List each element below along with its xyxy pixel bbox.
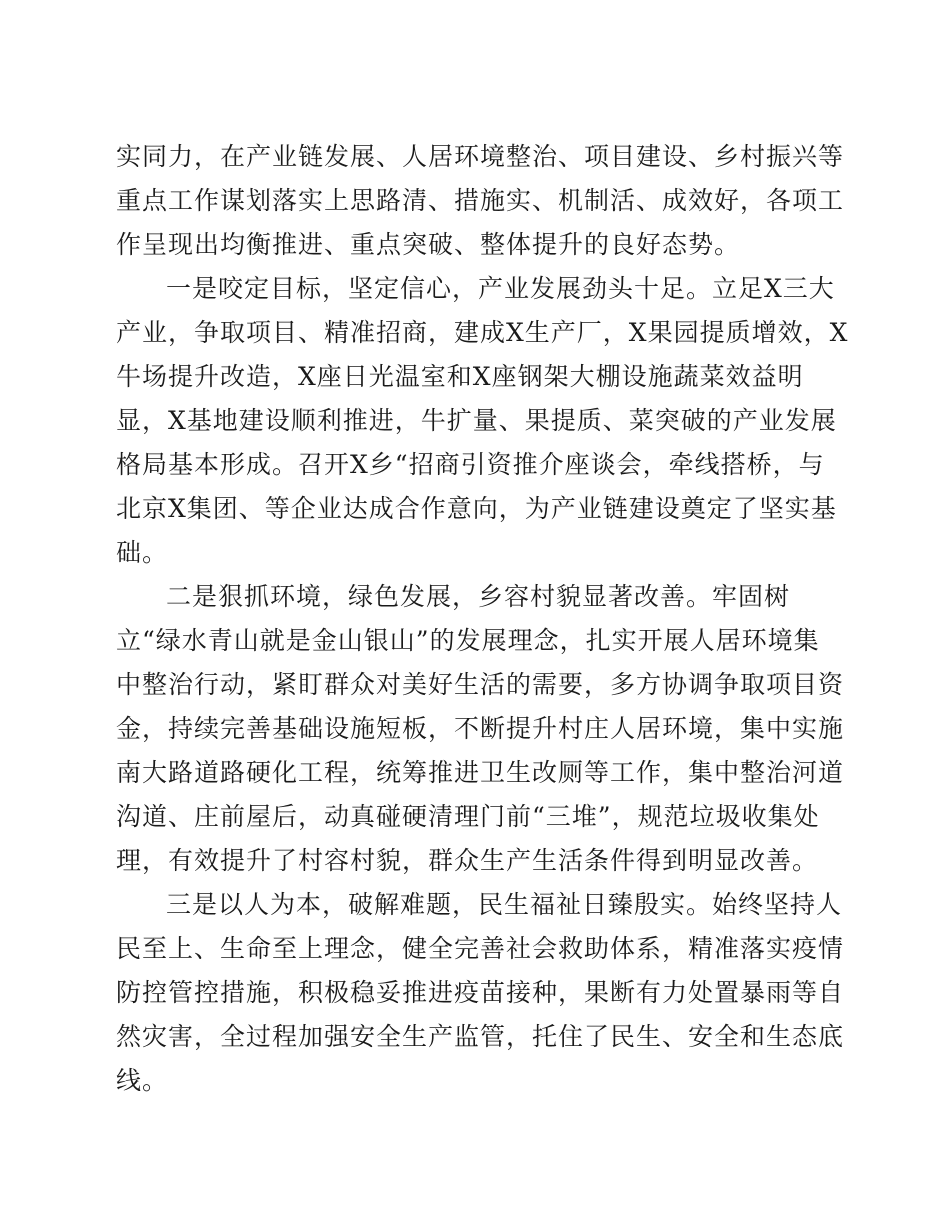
text-line: 作呈现出均衡推进、重点突破、整体提升的良好态势。 xyxy=(116,230,741,259)
text-line: 牛场提升改造，X座日光温室和X座钢架大棚设施蔬菜效益明 xyxy=(116,362,804,391)
text-line: 显，X基地建设顺利推进，牛扩量、果提质、菜突破的产业发展 xyxy=(116,406,837,435)
paragraph-environment xyxy=(116,575,845,883)
text-line: 民至上、生命至上理念，健全完善社会救助体系，精准落实疫情 xyxy=(116,934,845,963)
text-line: 实同力，在产业链发展、人居环境整治、项目建设、乡村振兴等 xyxy=(116,142,845,171)
paragraph-intro xyxy=(116,135,845,267)
text-line: 理，有效提升了村容村貌，群众生产生活条件得到明显改善。 xyxy=(116,846,819,875)
text-line: 立“绿水青山就是金山银山”的发展理念，扎实开展人居环境集 xyxy=(116,626,820,655)
text-line: 础。 xyxy=(116,538,169,567)
text-line: 一是咬定目标，坚定信心，产业发展劲头十足。立足X三大 xyxy=(166,274,835,303)
text-line: 三是以人为本，破解难题，民生福祉日臻殷实。始终坚持人 xyxy=(166,890,843,919)
paragraph-livelihood xyxy=(116,883,845,1103)
text-line: 金，持续完善基础设施短板，不断提升村庄人居环境，集中实施 xyxy=(116,714,845,743)
text-line: 北京X集团、等企业达成合作意向，为产业链建设奠定了坚实基 xyxy=(116,494,837,523)
text-line: 南大路道路硬化工程，统筹推进卫生改厕等工作，集中整治河道 xyxy=(116,758,845,787)
text-line: 重点工作谋划落实上思路清、措施实、机制活、成效好，各项工 xyxy=(116,186,845,215)
text-line: 格局基本形成。召开X乡“招商引资推介座谈会，牵线搭桥，与 xyxy=(116,450,825,479)
document-body xyxy=(116,135,849,1103)
text-line: 线。 xyxy=(116,1066,169,1095)
text-line: 沟道、庄前屋后，动真碰硬清理门前“三堆”，规范垃圾收集处 xyxy=(116,802,820,831)
paragraph-industry xyxy=(116,267,849,575)
text-line: 中整治行动，紧盯群众对美好生活的需要，多方协调争取项目资 xyxy=(116,670,845,699)
text-line: 二是狠抓环境，绿色发展，乡容村貌显著改善。牢固树 xyxy=(166,582,791,611)
text-line: 然灾害，全过程加强安全生产监管，托住了民生、安全和生态底 xyxy=(116,1022,845,1051)
text-line: 产业，争取项目、精准招商，建成X生产厂，X果园提质增效，X xyxy=(116,318,849,347)
text-line: 防控管控措施，积极稳妥推进疫苗接种，果断有力处置暴雨等自 xyxy=(116,978,845,1007)
